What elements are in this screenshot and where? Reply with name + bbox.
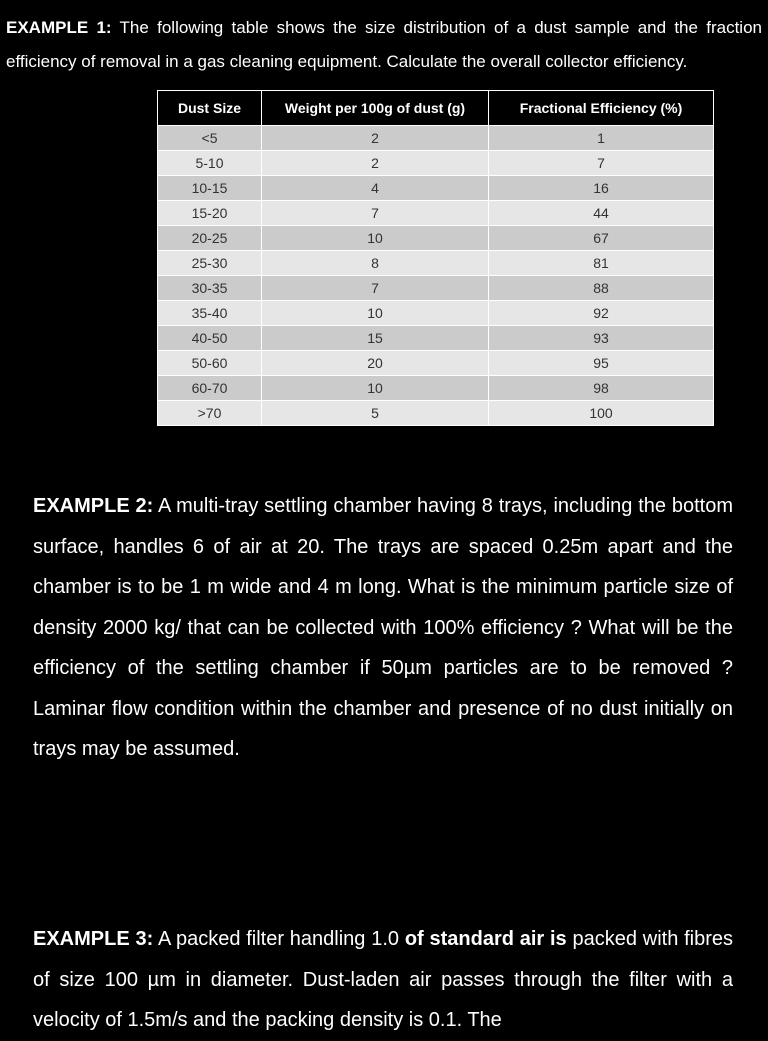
- example-2-paragraph: [33, 486, 733, 770]
- cell-dust-size: 50-60: [158, 351, 262, 376]
- cell-dust-size: 60-70: [158, 376, 262, 401]
- table-row: [158, 176, 714, 201]
- table-row: [158, 276, 714, 301]
- cell-dust-size: 10-15: [158, 176, 262, 201]
- cell-weight: 7: [262, 201, 489, 226]
- example-1-paragraph: [6, 11, 762, 79]
- cell-weight: 8: [262, 251, 489, 276]
- cell-efficiency: 100: [489, 401, 714, 426]
- table-row: [158, 251, 714, 276]
- cell-efficiency: 88: [489, 276, 714, 301]
- cell-efficiency: 95: [489, 351, 714, 376]
- cell-dust-size: 20-25: [158, 226, 262, 251]
- cell-weight: 15: [262, 326, 489, 351]
- cell-weight: 10: [262, 376, 489, 401]
- example-3-bold-phrase: of standard air is: [404, 928, 567, 950]
- table-row: [158, 376, 714, 401]
- example-3-label: EXAMPLE 3:: [33, 928, 154, 950]
- cell-efficiency: 16: [489, 176, 714, 201]
- example-3-text-b: packed with fibres of size 100 µm in diameter. Dust-laden air passes through the filter with a velocity of 1.5m/s and the packing density is 0.1. The: [33, 928, 734, 1031]
- cell-dust-size: <5: [158, 126, 262, 151]
- header-dust-size: Dust Size: [158, 91, 262, 126]
- cell-efficiency: 1: [489, 126, 714, 151]
- cell-dust-size: >70: [158, 401, 262, 426]
- cell-dust-size: 30-35: [158, 276, 262, 301]
- cell-efficiency: 44: [489, 201, 714, 226]
- example-2-label: EXAMPLE 2:: [33, 495, 154, 517]
- cell-dust-size: 5-10: [158, 151, 262, 176]
- dust-distribution-table-container: [157, 90, 714, 426]
- example-3-text-a: A packed filter handling 1.0: [157, 928, 400, 950]
- table-row: [158, 151, 714, 176]
- table-row: [158, 326, 714, 351]
- table-row: [158, 351, 714, 376]
- dust-distribution-table: [157, 90, 714, 426]
- cell-efficiency: 67: [489, 226, 714, 251]
- example-1-text: The following table shows the size distribution of a dust sample and the fraction efficiency of removal in a gas cleaning equipment. Calculate the overall collector efficiency.: [6, 18, 762, 71]
- cell-efficiency: 92: [489, 301, 714, 326]
- cell-weight: 7: [262, 276, 489, 301]
- table-body: [158, 126, 714, 426]
- cell-dust-size: 25-30: [158, 251, 262, 276]
- cell-weight: 4: [262, 176, 489, 201]
- cell-weight: 2: [262, 126, 489, 151]
- cell-efficiency: 98: [489, 376, 714, 401]
- table-row: [158, 201, 714, 226]
- cell-weight: 20: [262, 351, 489, 376]
- cell-weight: 5: [262, 401, 489, 426]
- cell-weight: 10: [262, 301, 489, 326]
- cell-weight: 10: [262, 226, 489, 251]
- cell-efficiency: 81: [489, 251, 714, 276]
- table-row: [158, 126, 714, 151]
- cell-weight: 2: [262, 151, 489, 176]
- cell-efficiency: 7: [489, 151, 714, 176]
- table-row: [158, 301, 714, 326]
- cell-efficiency: 93: [489, 326, 714, 351]
- example-2-text: A multi-tray settling chamber having 8 trays, including the bottom surface, handles 6 of air at 20. The trays are spaced 0.25m apart and the chamber is to be 1 m wide and 4 m long. What is the minimum particle size of density 2000 kg/ that can be collected with 100% efficiency ? What will be the efficiency of the settling chamber if 50µm particles are to be removed ? Laminar flow condition within the chamber and presence of no dust initially on trays may be assumed.: [33, 495, 733, 760]
- example-3-paragraph: [33, 919, 733, 1041]
- table-header-row: [158, 91, 714, 126]
- cell-dust-size: 40-50: [158, 326, 262, 351]
- example-1-label: EXAMPLE 1:: [6, 18, 112, 37]
- header-weight: Weight per 100g of dust (g): [262, 91, 489, 126]
- table-row: [158, 401, 714, 426]
- cell-dust-size: 15-20: [158, 201, 262, 226]
- cell-dust-size: 35-40: [158, 301, 262, 326]
- table-row: [158, 226, 714, 251]
- header-fractional-efficiency: Fractional Efficiency (%): [489, 91, 714, 126]
